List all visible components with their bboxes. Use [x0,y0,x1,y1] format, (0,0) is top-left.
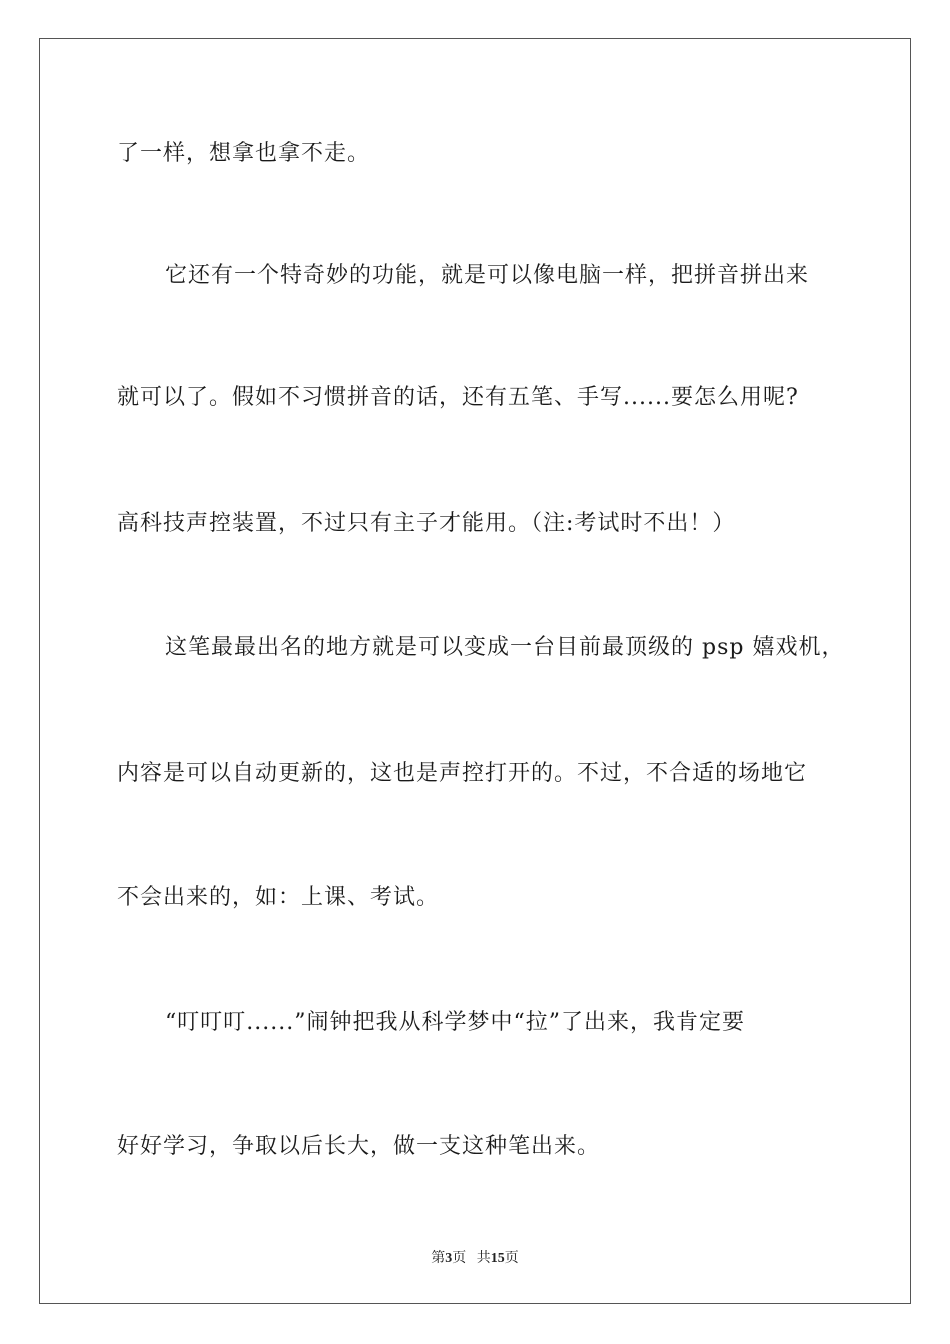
text-line-3: 就可以了。假如不习惯拼音的话，还有五笔、手写......要怎么用呢? [117,385,799,410]
text-line-8: “叮叮叮......”闹钟把我从科学梦中“拉”了出来，我肯定要 [165,1010,745,1035]
text-line-5: 这笔最最出名的地方就是可以变成一台目前最顶级的 psp 嬉戏机， [165,635,845,660]
footer-total-suffix: 页 [504,1251,519,1266]
footer-page-number: 3 [445,1251,453,1266]
text-line-1: 了一样，想拿也拿不走。 [117,141,371,166]
text-line-9: 好好学习，争取以后长大，做一支这种笔出来。 [117,1134,601,1159]
text-line-2: 它还有一个特奇妙的功能，就是可以像电脑一样，把拼音拼出来 [165,263,810,288]
page-border [39,38,911,1304]
page-footer [0,1247,950,1267]
text-line-4: 高科技声控装置，不过只有主子才能用。（注:考试时不出！） [117,511,736,536]
footer-page-prefix: 第 [431,1251,446,1266]
text-line-6: 内容是可以自动更新的，这也是声控打开的。不过，不合适的场地它 [117,761,808,786]
text-line-7: 不会出来的，如：上课、考试。 [117,885,440,910]
footer-page-suffix: 页 [452,1251,467,1266]
footer-total-number: 15 [490,1251,505,1266]
footer-total-prefix: 共 [476,1251,491,1266]
